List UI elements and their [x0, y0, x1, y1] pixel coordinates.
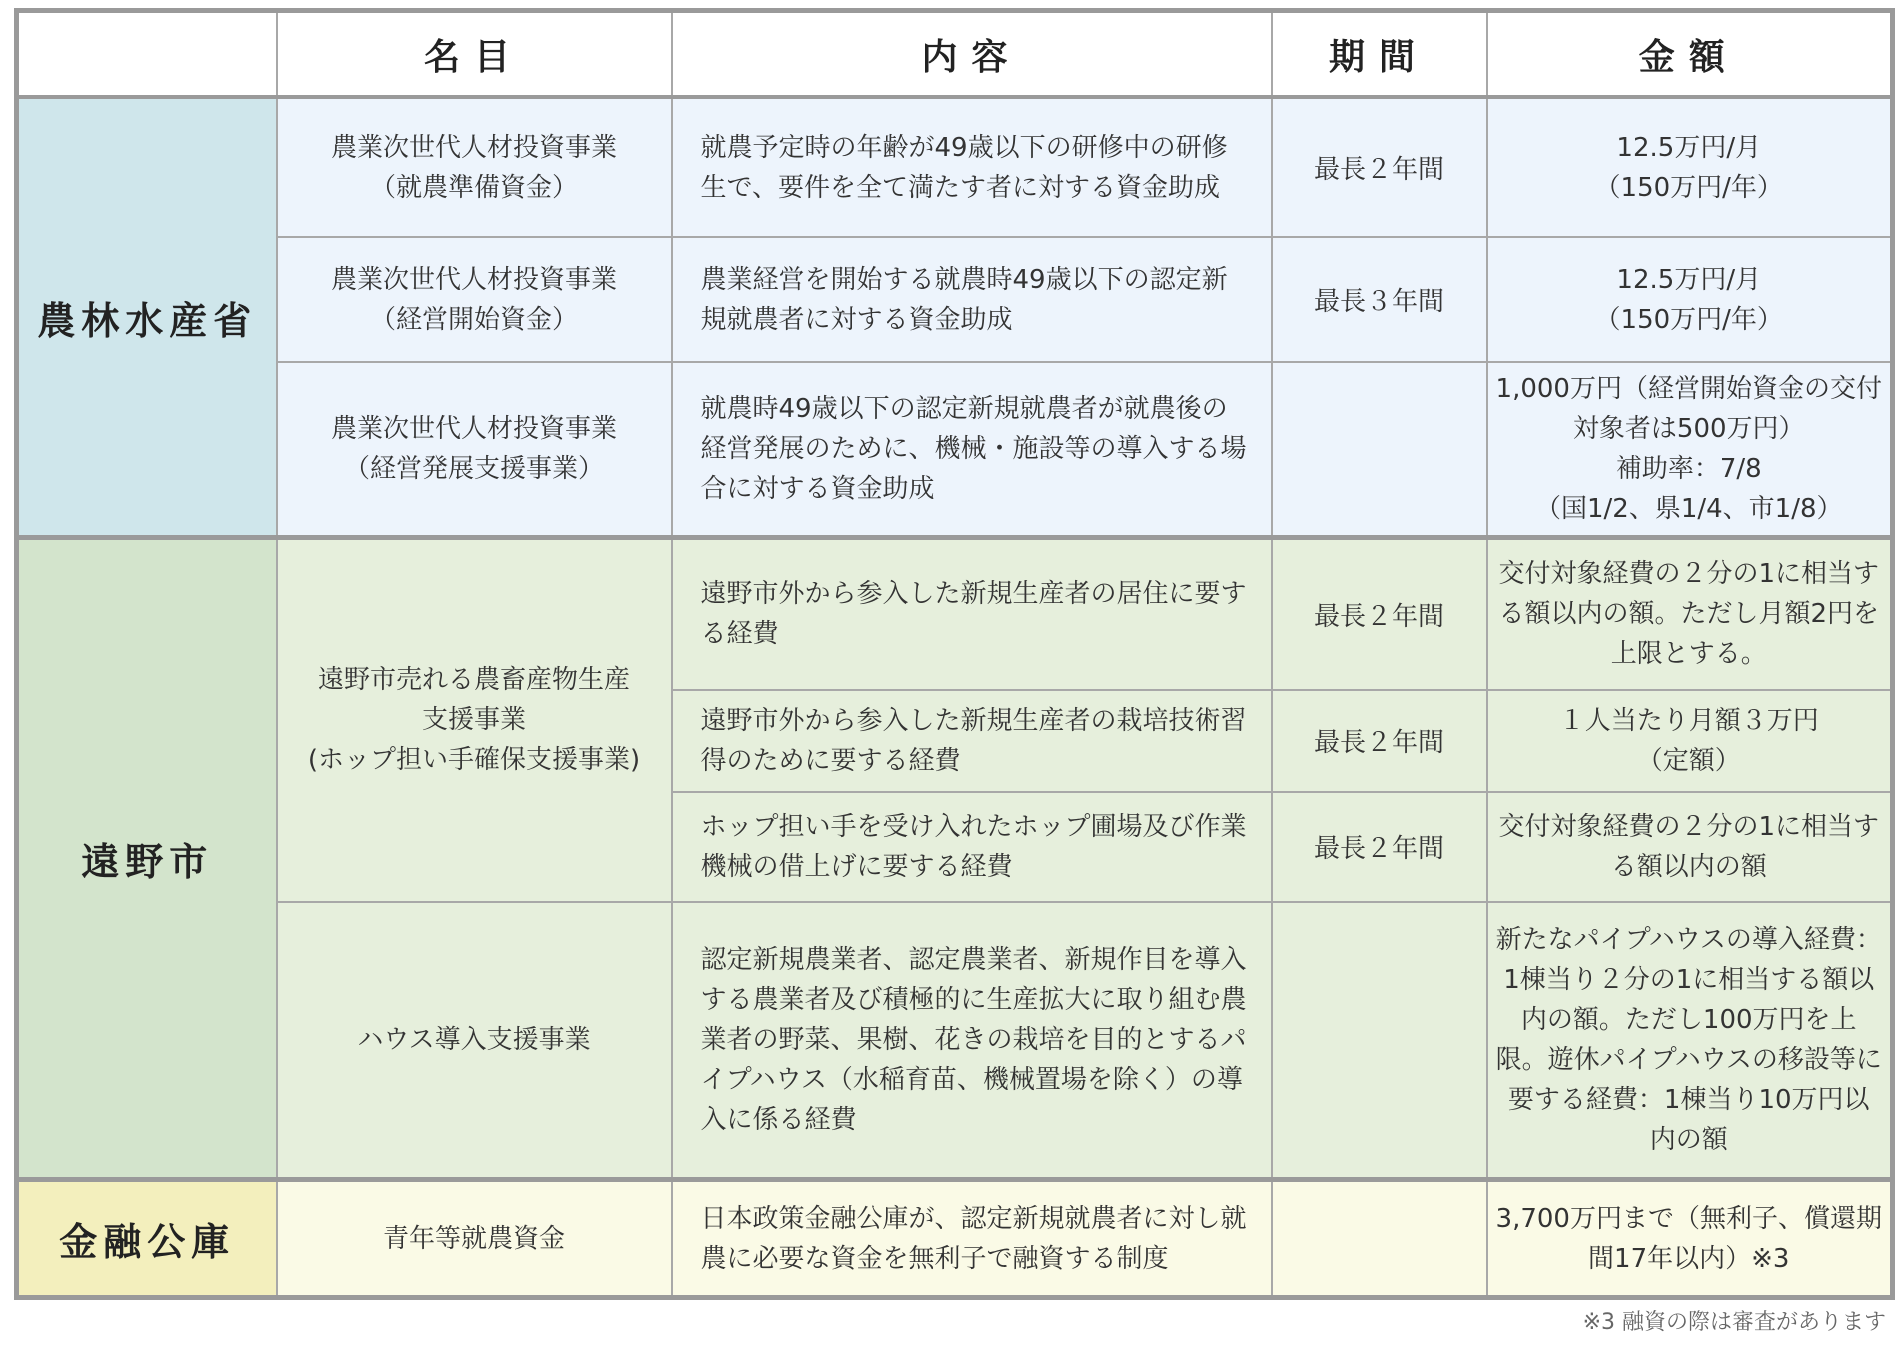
- table-row: [17, 362, 1893, 538]
- program-name: 遠野市売れる農畜産物生産 支援事業 (ホップ担い手確保支援事業): [277, 538, 672, 902]
- program-period: [1272, 1180, 1487, 1298]
- program-name: ハウス導入支援事業: [277, 902, 672, 1180]
- program-content: 農業経営を開始する就農時49歳以下の認定新規就農者に対する資金助成: [672, 237, 1272, 362]
- program-name: 青年等就農資金: [277, 1180, 672, 1298]
- table-row: [17, 97, 1893, 237]
- header-period: 期間: [1272, 11, 1487, 98]
- footnote: ※3 融資の際は審査があります: [1582, 1310, 1886, 1335]
- header-name: 名目: [277, 11, 672, 98]
- program-amount: 1,000万円（経営開始資金の交付対象者は500万円） 補助率：7/8 （国1/2、県1/4、市1/8）: [1487, 362, 1893, 538]
- header-content: 内容: [672, 11, 1272, 98]
- subsidy-table: [14, 8, 1895, 1300]
- program-content: 遠野市外から参入した新規生産者の栽培技術習得のために要する経費: [672, 690, 1272, 792]
- agency-jfc: 金融公庫: [17, 1180, 277, 1298]
- program-period: [1272, 362, 1487, 538]
- program-period: 最長２年間: [1272, 792, 1487, 902]
- program-amount: 交付対象経費の２分の1に相当する額以内の額: [1487, 792, 1893, 902]
- program-amount: 新たなパイプハウスの導入経費：1棟当り２分の1に相当する額以内の額。ただし100万円を上限。遊休パイプハウスの移設等に要する経費：1棟当り10万円以内の額: [1487, 902, 1893, 1180]
- table-row: [17, 902, 1893, 1180]
- program-amount: 12.5万円/月 （150万円/年）: [1487, 237, 1893, 362]
- program-amount: 交付対象経費の２分の1に相当する額以内の額。ただし月額2円を上限とする。: [1487, 538, 1893, 690]
- program-name: 農業次世代人材投資事業 （就農準備資金）: [277, 97, 672, 237]
- program-content: ホップ担い手を受け入れたホップ圃場及び作業機械の借上げに要する経費: [672, 792, 1272, 902]
- program-period: 最長２年間: [1272, 97, 1487, 237]
- program-amount: 12.5万円/月 （150万円/年）: [1487, 97, 1893, 237]
- program-period: 最長２年間: [1272, 690, 1487, 792]
- agency-maff: 農林水産省: [17, 97, 277, 538]
- program-period: 最長３年間: [1272, 237, 1487, 362]
- program-content: 認定新規農業者、認定農業者、新規作目を導入する農業者及び積極的に生産拡大に取り組む農業者の野菜、果樹、花きの栽培を目的とするパイプハウス（水稲育苗、機械置場を除く）の導入に係る経費: [672, 902, 1272, 1180]
- program-name: 農業次世代人材投資事業 （経営開始資金）: [277, 237, 672, 362]
- table-row: [17, 538, 1893, 690]
- program-content: 就農予定時の年齢が49歳以下の研修中の研修生で、要件を全て満たす者に対する資金助成: [672, 97, 1272, 237]
- program-content: 就農時49歳以下の認定新規就農者が就農後の経営発展のために、機械・施設等の導入する場合に対する資金助成: [672, 362, 1272, 538]
- subsidy-table-wrapper: [14, 8, 1890, 1300]
- table-row: [17, 237, 1893, 362]
- program-content: 遠野市外から参入した新規生産者の居住に要する経費: [672, 538, 1272, 690]
- table-row: [17, 1180, 1893, 1298]
- program-amount: １人当たり月額３万円 （定額）: [1487, 690, 1893, 792]
- header-row: [17, 11, 1893, 98]
- program-content: 日本政策金融公庫が、認定新規就農者に対し就農に必要な資金を無利子で融資する制度: [672, 1180, 1272, 1298]
- program-period: [1272, 902, 1487, 1180]
- program-period: 最長２年間: [1272, 538, 1487, 690]
- program-amount: 3,700万円まで（無利子、償還期間17年以内）※3: [1487, 1180, 1893, 1298]
- header-agency: [17, 11, 277, 98]
- header-amount: 金額: [1487, 11, 1893, 98]
- program-name: 農業次世代人材投資事業 （経営発展支援事業）: [277, 362, 672, 538]
- agency-tono: 遠野市: [17, 538, 277, 1180]
